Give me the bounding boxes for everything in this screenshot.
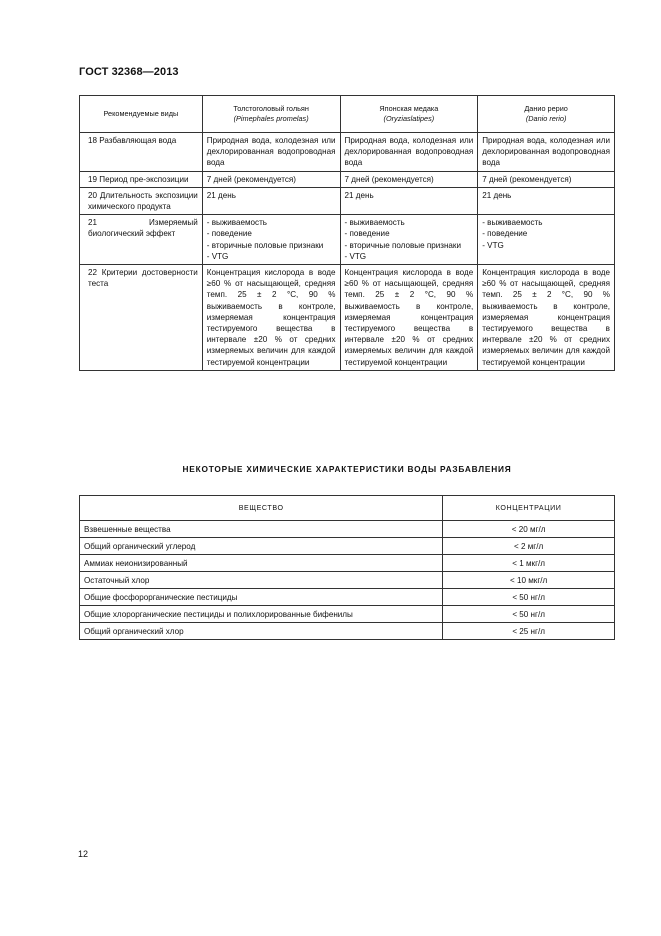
species-table-header-row bbox=[80, 96, 615, 133]
concentration-cell: < 50 нг/л bbox=[443, 589, 615, 606]
table-row bbox=[80, 521, 615, 538]
concentration-cell: < 10 мкг/л bbox=[443, 572, 615, 589]
table-row bbox=[80, 215, 615, 265]
species-name: Японская медака bbox=[379, 104, 439, 113]
list-item: - выживаемость bbox=[344, 218, 405, 228]
list-item: - выживаемость bbox=[206, 218, 268, 228]
substance-cell: Остаточный хлор bbox=[80, 572, 443, 589]
species-header-1 bbox=[202, 96, 340, 133]
species-name: Толстоголовый гольян bbox=[233, 104, 309, 113]
table-row bbox=[80, 538, 615, 555]
table-row bbox=[80, 133, 615, 172]
table-cell: Природная вода, колодезная или дехлорированная водопроводная вода bbox=[478, 133, 615, 172]
document-id: ГОСТ 32368—2013 bbox=[79, 66, 179, 78]
table-cell: 21 день bbox=[202, 187, 340, 214]
concentration-cell: < 20 мг/л bbox=[443, 521, 615, 538]
substance-cell: Взвешенные вещества bbox=[80, 521, 443, 538]
table-row bbox=[80, 572, 615, 589]
row-label: 18 Разбавляющая вода bbox=[80, 133, 203, 172]
effect-list bbox=[482, 217, 610, 251]
table-cell: Концентрация кислорода в воде ≥60 % от насыщающей, средняя темп. 25 ± 2 °С, 90 % выживаемость в контроле, измеряемая концентрация тестируемого вещества в интервале ±20 % от средних измеряемых величин для каждой тестируемой концентрации bbox=[478, 265, 615, 371]
substance-cell: Общий органический хлор bbox=[80, 623, 443, 640]
concentration-cell: < 50 нг/л bbox=[443, 606, 615, 623]
table-row bbox=[80, 623, 615, 640]
effect-list bbox=[207, 217, 336, 262]
substance-header: ВЕЩЕСТВО bbox=[80, 496, 443, 521]
species-header-3 bbox=[478, 96, 615, 133]
table-cell: 7 дней (рекомендуется) bbox=[202, 171, 340, 187]
substance-cell: Аммиак неионизированный bbox=[80, 555, 443, 572]
table-cell: 7 дней (рекомендуется) bbox=[478, 171, 615, 187]
table-cell: 21 день bbox=[340, 187, 478, 214]
recommended-species-header: Рекомендуемые виды bbox=[80, 96, 203, 133]
table-row bbox=[80, 589, 615, 606]
table-cell: Природная вода, колодезная или дехлорированная водопроводная вода bbox=[340, 133, 478, 172]
row-label: 19 Период пре-экспозиции bbox=[80, 171, 203, 187]
species-name: Данио рерио bbox=[524, 104, 568, 113]
water-characteristics-table bbox=[79, 495, 615, 640]
table-cell bbox=[202, 215, 340, 265]
table-cell: Концентрация кислорода в воде ≥60 % от насыщающей, средняя темп. 25 ± 2 °С, 90 % выживаемость в контроле, измеряемая концентрация тестируемого вещества в интервале ±20 % от средних измеряемых величин для каждой тестируемой концентрации bbox=[340, 265, 478, 371]
species-table bbox=[79, 95, 615, 371]
page-number: 12 bbox=[78, 849, 89, 859]
table-cell bbox=[340, 215, 478, 265]
list-item: - вторичные половые признаки bbox=[344, 240, 461, 250]
list-item: - VTG bbox=[482, 240, 504, 250]
row-label: 21 Измеряемый биологический эффект bbox=[80, 215, 203, 265]
species-latin: (Oryziaslatipes) bbox=[383, 114, 435, 123]
table-row bbox=[80, 606, 615, 623]
table-row bbox=[80, 555, 615, 572]
substance-cell: Общие фосфорорганические пестициды bbox=[80, 589, 443, 606]
list-item: - поведение bbox=[206, 229, 252, 239]
table-cell: Природная вода, колодезная или дехлорированная водопроводная вода bbox=[202, 133, 340, 172]
concentration-cell: < 25 нг/л bbox=[443, 623, 615, 640]
table-cell bbox=[478, 215, 615, 265]
species-latin: (Pimephales promelas) bbox=[233, 114, 309, 123]
table-row bbox=[80, 171, 615, 187]
concentration-cell: < 2 мг/л bbox=[443, 538, 615, 555]
list-item: - поведение bbox=[344, 229, 390, 239]
section-title: НЕКОТОРЫЕ ХИМИЧЕСКИЕ ХАРАКТЕРИСТИКИ ВОДЫ РАЗБАВЛЕНИЯ bbox=[182, 464, 512, 474]
effect-list bbox=[345, 217, 474, 262]
list-item: - поведение bbox=[482, 229, 528, 239]
substance-cell: Общие хлорорганические пестициды и полихлорированные бифенилы bbox=[80, 606, 443, 623]
species-header-2 bbox=[340, 96, 478, 133]
table-cell: 21 день bbox=[478, 187, 615, 214]
list-item: - VTG bbox=[206, 251, 229, 261]
concentration-header: КОНЦЕНТРАЦИИ bbox=[443, 496, 615, 521]
table-cell: 7 дней (рекомендуется) bbox=[340, 171, 478, 187]
water-table-header-row bbox=[80, 496, 615, 521]
species-latin: (Danio rerio) bbox=[525, 114, 567, 123]
row-label: 22 Критерии достоверности теста bbox=[80, 265, 203, 371]
substance-cell: Общий органический углерод bbox=[80, 538, 443, 555]
table-row bbox=[80, 265, 615, 371]
list-item: - выживаемость bbox=[482, 218, 543, 228]
list-item: - VTG bbox=[344, 251, 367, 261]
row-label: 20 Длительность экспозиции химического продукта bbox=[80, 187, 203, 214]
table-cell: Концентрация кислорода в воде ≥60 % от насыщающей, средняя темп. 25 ± 2 °С, 90 % выживаемость в контроле, измеряемая концентрация тестируемого вещества в интервале ±20 % от средних измеряемых величин для каждой тестируемой концентрации bbox=[202, 265, 340, 371]
list-item: - вторичные половые признаки bbox=[206, 240, 324, 250]
table-row bbox=[80, 187, 615, 214]
concentration-cell: < 1 мкг/л bbox=[443, 555, 615, 572]
